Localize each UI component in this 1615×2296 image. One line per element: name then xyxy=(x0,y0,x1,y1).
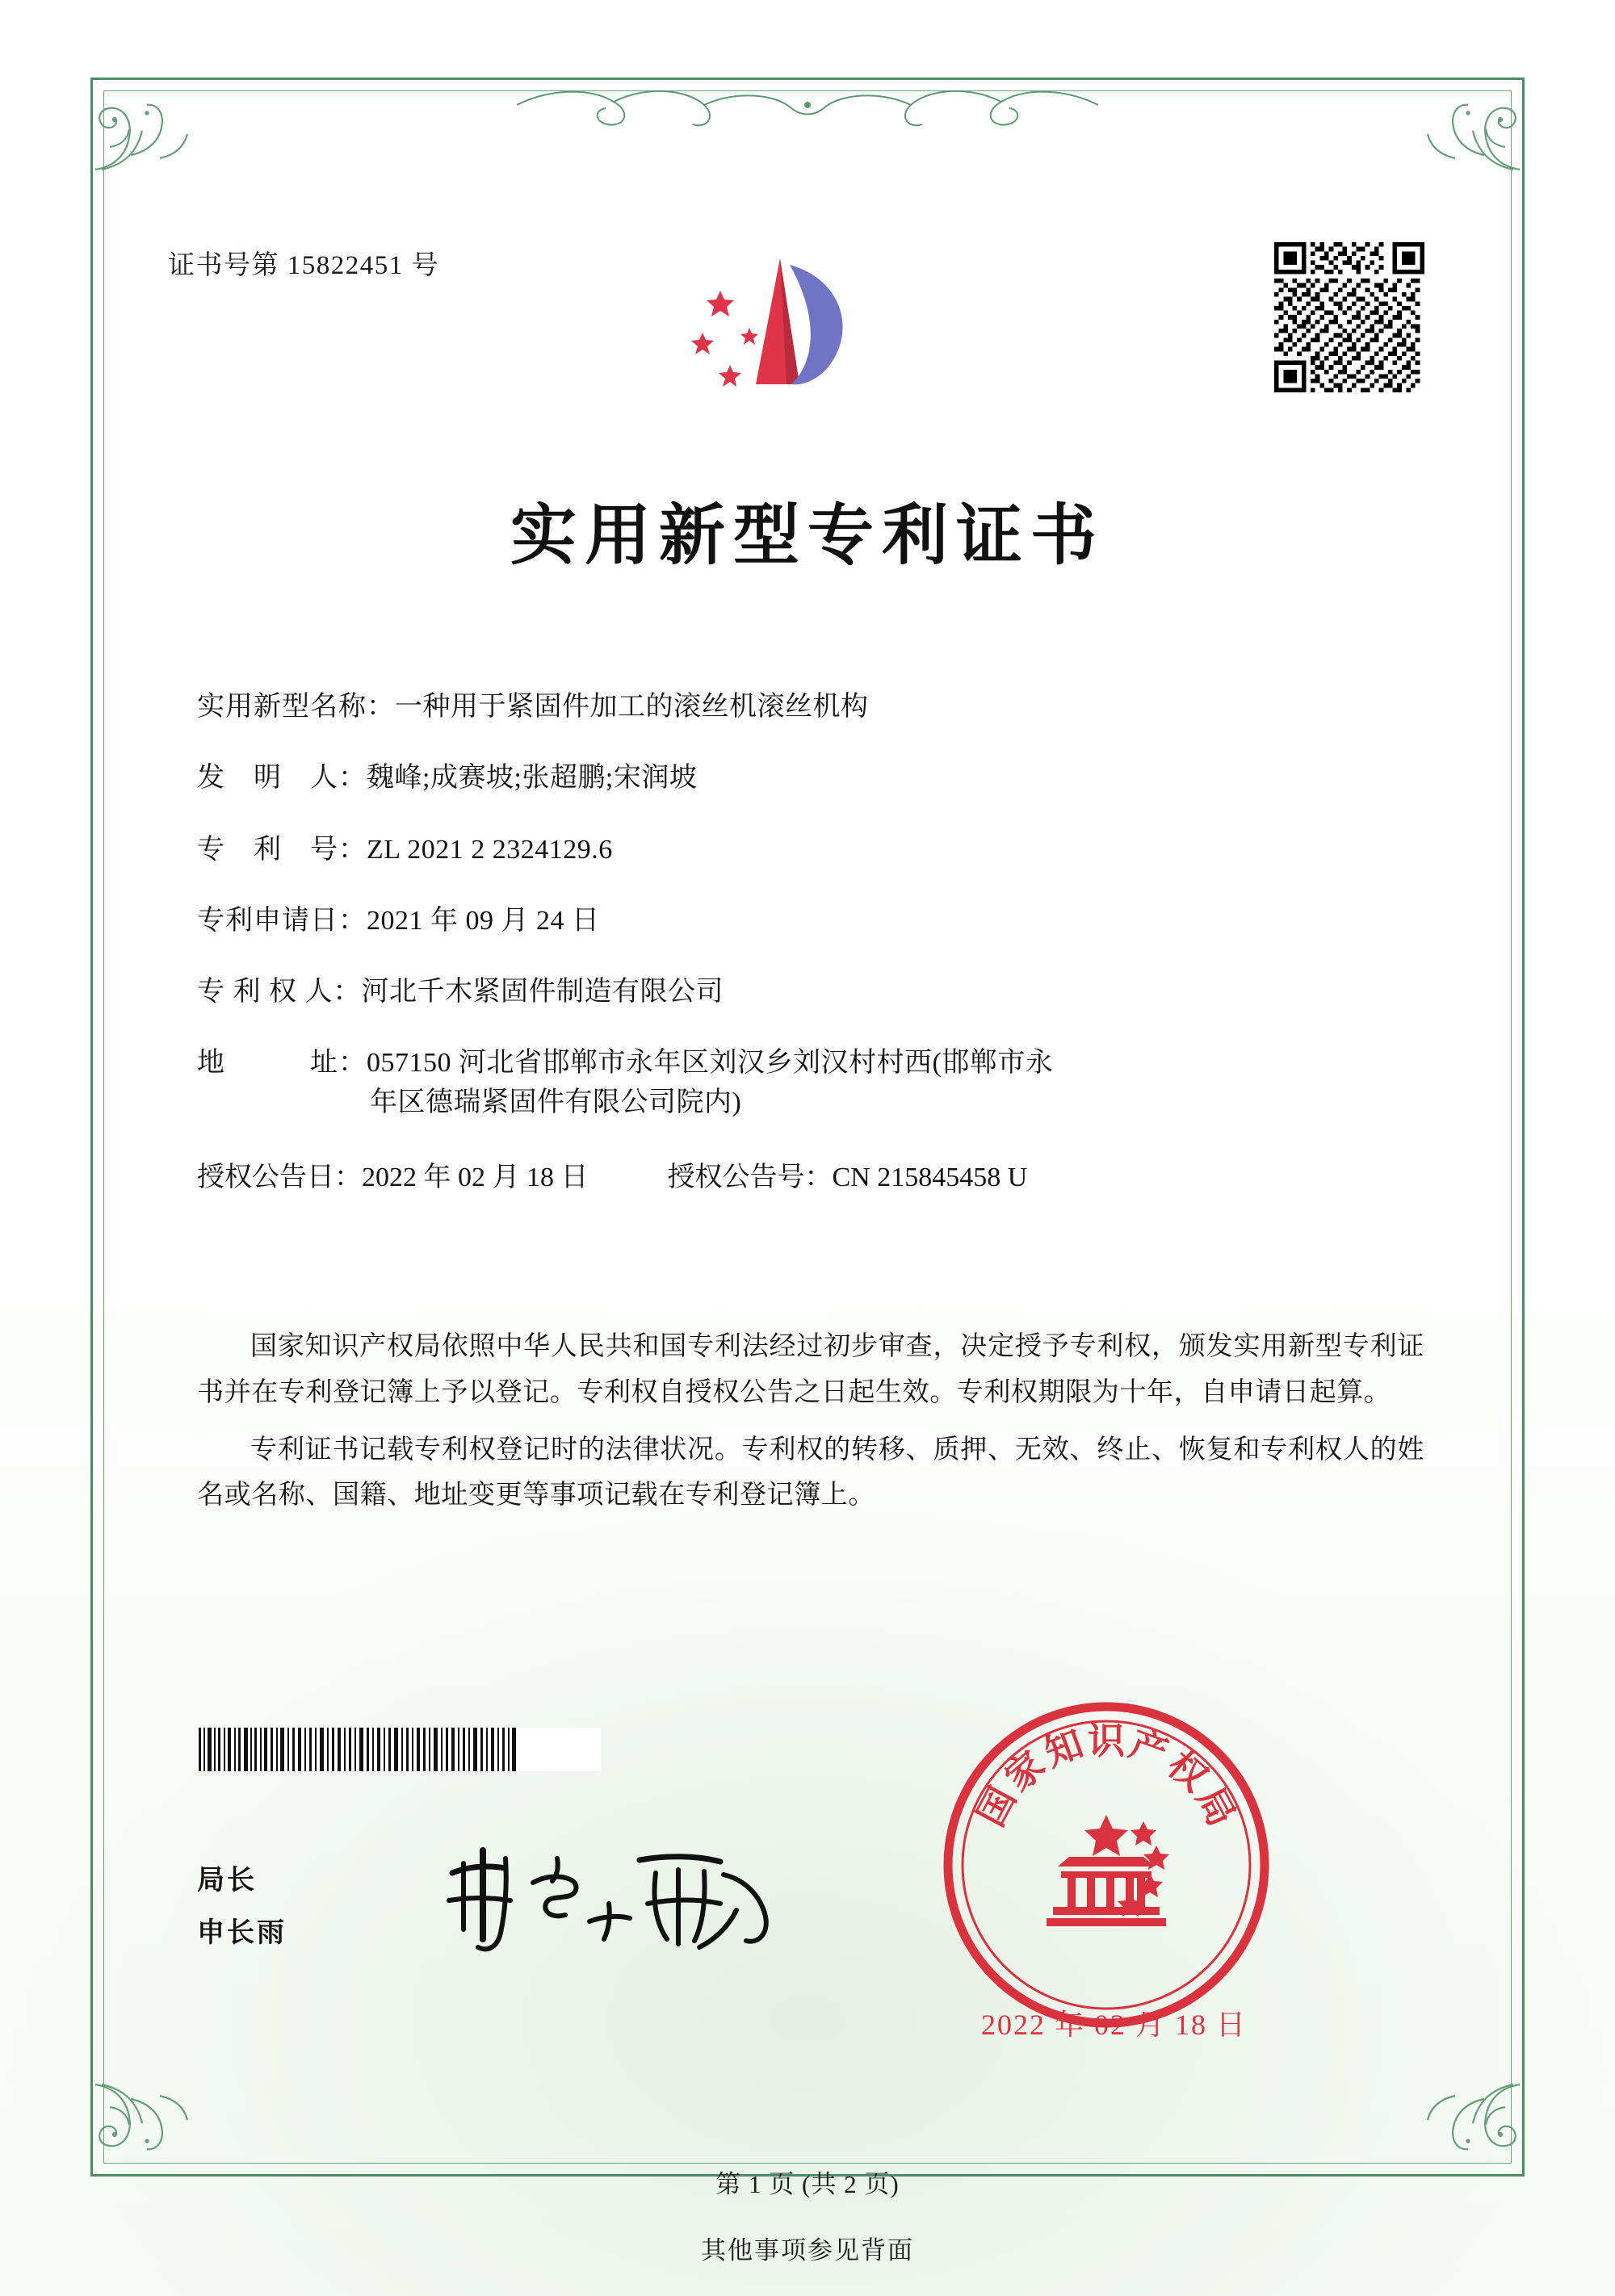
field-label: 发 明 人： xyxy=(197,763,367,794)
cnipa-logo-icon xyxy=(678,242,888,416)
field-label: 专 利 号： xyxy=(197,834,367,865)
field-row-inventors xyxy=(197,759,1424,798)
corner-ornament-icon xyxy=(1403,2080,1525,2177)
barcode xyxy=(197,1728,601,1771)
top-flourish-ornament-icon xyxy=(517,81,1098,139)
seal-date: 2022 年 02 月 18 日 xyxy=(981,2009,1248,2041)
corner-ornament-icon xyxy=(90,78,212,174)
svg-text:产: 产 xyxy=(1123,1721,1174,1775)
official-seal xyxy=(937,1695,1276,2034)
field-label: 专利申请日： xyxy=(197,905,367,936)
grant-date-value: 2022 年 02 月 18 日 xyxy=(362,1162,589,1192)
director-handwritten-signature xyxy=(436,1826,791,1971)
svg-text:局: 局 xyxy=(1188,1779,1244,1833)
svg-text:知: 知 xyxy=(1038,1721,1089,1775)
legal-paragraph-1: 国家知识产权局依照中华人民共和国专利法经过初步审查，决定授予专利权，颁发实用新型专利证书并在专利登记簿上予以登记。专利权自授权公告之日起生效。专利权期限为十年，自申请日起算。 xyxy=(197,1332,1424,1407)
corner-ornament-icon xyxy=(1403,78,1525,174)
field-row-address xyxy=(197,1044,1424,1122)
field-value: 河北千木紧固件制造有限公司 xyxy=(361,977,724,1008)
svg-text:识: 识 xyxy=(1088,1719,1125,1762)
legal-paragraph-2: 专利证书记载专利权登记时的法律状况。专利权的转移、质押、无效、终止、恢复和专利权人的姓名或名称、国籍、地址变更等事项记载在专利登记簿上。 xyxy=(197,1435,1424,1510)
field-value: 一种用于紧固件加工的滚丝机滚丝机构 xyxy=(395,692,869,722)
field-value: 魏峰;成赛坡;张超鹏;宋润坡 xyxy=(367,763,698,794)
field-row-utility-model-name xyxy=(197,688,1424,727)
field-row-patentee xyxy=(197,973,1424,1012)
signature-labels xyxy=(197,1855,287,1959)
certificate-fields xyxy=(197,688,1424,1221)
field-value: 057150 河北省邯郸市永年区刘汉乡刘汉村村西(邯郸市永 xyxy=(367,1048,1054,1079)
svg-text:权: 权 xyxy=(1159,1742,1217,1800)
field-row-grant-announcement xyxy=(197,1154,1424,1194)
qr-code xyxy=(1274,242,1424,392)
legal-text-block xyxy=(197,1324,1424,1530)
field-row-patent-number xyxy=(197,831,1424,869)
corner-ornament-icon xyxy=(90,2080,212,2177)
director-name-label: 申长雨 xyxy=(197,1917,287,1948)
grant-number-label: 授权公告号： xyxy=(667,1162,833,1192)
certificate-number: 证书号第 15822451 号 xyxy=(168,251,439,280)
field-label: 实用新型名称： xyxy=(197,692,395,722)
svg-text:国: 国 xyxy=(968,1779,1025,1833)
back-page-note: 其他事项参见背面 xyxy=(701,2236,914,2265)
field-row-application-date xyxy=(197,902,1424,941)
grant-date-label: 授权公告日： xyxy=(197,1162,362,1192)
director-title-label: 局长 xyxy=(197,1866,257,1896)
grant-number-value: CN 215845458 U xyxy=(832,1162,1028,1192)
field-label: 地 址： xyxy=(197,1048,367,1079)
field-label: 专 利 权 人： xyxy=(197,977,362,1008)
page-indicator: 第 1 页 (共 2 页) xyxy=(715,2170,900,2198)
field-value: ZL 2021 2 2324129.6 xyxy=(367,834,613,865)
field-value-wrapper xyxy=(367,1044,1424,1122)
field-value: 2021 年 09 月 24 日 xyxy=(367,905,600,936)
page-title: 实用新型专利证书 xyxy=(510,496,1105,574)
field-value-continued: 年区德瑞紧固件有限公司院内) xyxy=(370,1087,742,1117)
svg-text:家: 家 xyxy=(996,1742,1054,1800)
